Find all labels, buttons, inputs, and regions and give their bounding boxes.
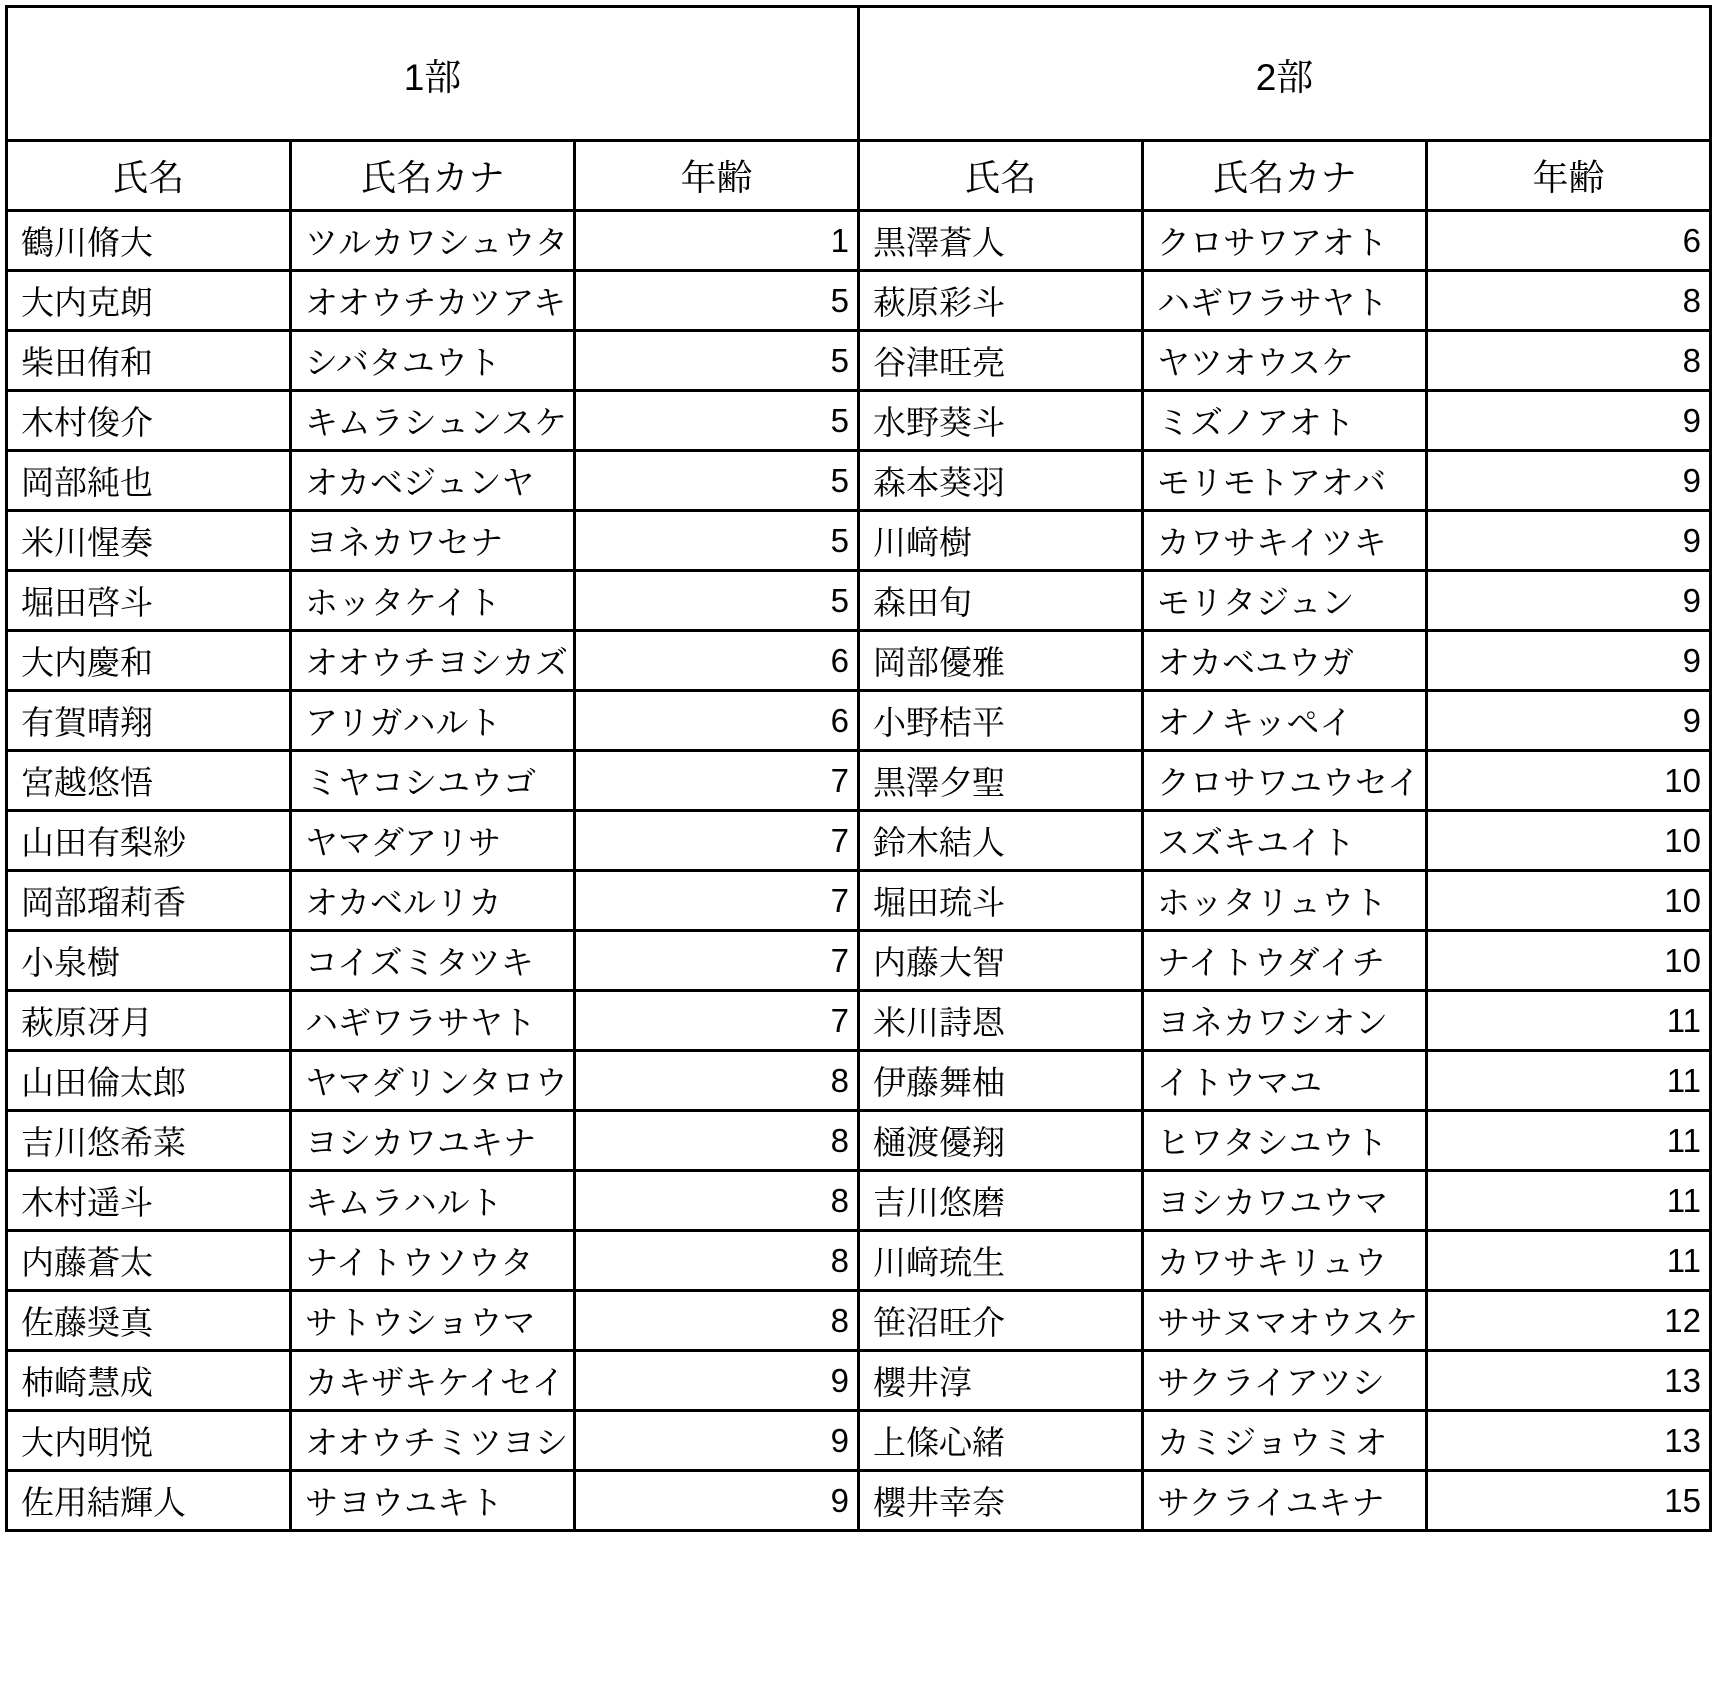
table-row <box>7 751 1711 811</box>
p1-age-cell: 9 <box>575 1351 859 1411</box>
p1-age-cell: 7 <box>575 751 859 811</box>
p1-age-cell: 8 <box>575 1111 859 1171</box>
table-row <box>7 211 1711 271</box>
p2-name-header: 氏名 <box>859 141 1143 211</box>
p1-name-cell: 佐用結輝人 <box>7 1471 291 1531</box>
p1-age-cell: 6 <box>575 691 859 751</box>
p2-kana-cell: オカベユウガ <box>1143 631 1427 691</box>
p2-kana-cell: モリタジュン <box>1143 571 1427 631</box>
p2-name-cell: 水野葵斗 <box>859 391 1143 451</box>
p2-name-cell: 伊藤舞柚 <box>859 1051 1143 1111</box>
p2-age-cell: 11 <box>1427 1171 1711 1231</box>
p1-kana-cell: アリガハルト <box>291 691 575 751</box>
table-row <box>7 571 1711 631</box>
table-row <box>7 391 1711 451</box>
table-row <box>7 331 1711 391</box>
p2-age-cell: 9 <box>1427 691 1711 751</box>
table-row <box>7 1171 1711 1231</box>
p1-name-cell: 岡部瑠莉香 <box>7 871 291 931</box>
p2-kana-cell: カワサキイツキ <box>1143 511 1427 571</box>
p2-age-cell: 10 <box>1427 751 1711 811</box>
p1-name-cell: 鶴川脩大 <box>7 211 291 271</box>
p2-kana-cell: ナイトウダイチ <box>1143 931 1427 991</box>
p2-age-cell: 8 <box>1427 271 1711 331</box>
table-body <box>7 211 1711 1531</box>
p2-name-cell: 森田旬 <box>859 571 1143 631</box>
p1-age-cell: 6 <box>575 631 859 691</box>
p2-name-cell: 吉川悠磨 <box>859 1171 1143 1231</box>
p1-name-cell: 大内慶和 <box>7 631 291 691</box>
p1-name-cell: 有賀晴翔 <box>7 691 291 751</box>
p1-age-header: 年齢 <box>575 141 859 211</box>
p1-name-cell: 堀田啓斗 <box>7 571 291 631</box>
table-row <box>7 1111 1711 1171</box>
p1-age-cell: 8 <box>575 1231 859 1291</box>
column-header-row <box>7 141 1711 211</box>
p1-name-cell: 宮越悠悟 <box>7 751 291 811</box>
p2-age-cell: 9 <box>1427 391 1711 451</box>
p1-kana-header: 氏名カナ <box>291 141 575 211</box>
p2-kana-cell: ヨネカワシオン <box>1143 991 1427 1051</box>
p2-age-cell: 11 <box>1427 1051 1711 1111</box>
p2-kana-cell: サクライアツシ <box>1143 1351 1427 1411</box>
p2-age-cell: 9 <box>1427 631 1711 691</box>
p2-age-cell: 13 <box>1427 1411 1711 1471</box>
roster-table <box>5 5 1712 1532</box>
p2-age-cell: 15 <box>1427 1471 1711 1531</box>
p2-name-cell: 櫻井淳 <box>859 1351 1143 1411</box>
p1-age-cell: 7 <box>575 811 859 871</box>
p1-age-cell: 9 <box>575 1411 859 1471</box>
p2-name-cell: 笹沼旺介 <box>859 1291 1143 1351</box>
p1-kana-cell: オカベルリカ <box>291 871 575 931</box>
table-row <box>7 1291 1711 1351</box>
p2-kana-cell: ミズノアオト <box>1143 391 1427 451</box>
p2-kana-cell: ササヌマオウスケ <box>1143 1291 1427 1351</box>
p2-age-cell: 10 <box>1427 871 1711 931</box>
p2-age-cell: 6 <box>1427 211 1711 271</box>
p2-name-cell: 内藤大智 <box>859 931 1143 991</box>
p1-age-cell: 8 <box>575 1171 859 1231</box>
p2-name-cell: 鈴木結人 <box>859 811 1143 871</box>
p1-name-cell: 米川惺奏 <box>7 511 291 571</box>
table-row <box>7 1351 1711 1411</box>
p1-kana-cell: オカベジュンヤ <box>291 451 575 511</box>
p2-age-cell: 9 <box>1427 511 1711 571</box>
p1-kana-cell: オオウチミツヨシ <box>291 1411 575 1471</box>
table-row <box>7 931 1711 991</box>
p1-age-cell: 5 <box>575 391 859 451</box>
p1-kana-cell: キムラシュンスケ <box>291 391 575 451</box>
p1-kana-cell: ハギワラサヤト <box>291 991 575 1051</box>
p1-age-cell: 9 <box>575 1471 859 1531</box>
p1-age-cell: 5 <box>575 451 859 511</box>
p1-age-cell: 7 <box>575 931 859 991</box>
p1-kana-cell: オオウチヨシカズ <box>291 631 575 691</box>
p2-name-cell: 川﨑樹 <box>859 511 1143 571</box>
p2-kana-cell: ハギワラサヤト <box>1143 271 1427 331</box>
p1-name-cell: 木村俊介 <box>7 391 291 451</box>
p2-name-cell: 谷津旺亮 <box>859 331 1143 391</box>
p1-name-cell: 小泉樹 <box>7 931 291 991</box>
table-row <box>7 271 1711 331</box>
p2-kana-cell: クロサワアオト <box>1143 211 1427 271</box>
p1-name-cell: 萩原冴月 <box>7 991 291 1051</box>
table-row <box>7 631 1711 691</box>
p2-age-cell: 11 <box>1427 991 1711 1051</box>
p1-kana-cell: ホッタケイト <box>291 571 575 631</box>
p2-kana-cell: スズキユイト <box>1143 811 1427 871</box>
p1-kana-cell: ヤマダリンタロウ <box>291 1051 575 1111</box>
table-row <box>7 991 1711 1051</box>
p1-name-cell: 山田有梨紗 <box>7 811 291 871</box>
p1-age-cell: 5 <box>575 511 859 571</box>
group-header-part1: 1部 <box>7 7 859 141</box>
p2-kana-cell: カワサキリュウ <box>1143 1231 1427 1291</box>
p1-name-cell: 大内明悦 <box>7 1411 291 1471</box>
p1-kana-cell: ツルカワシュウタ <box>291 211 575 271</box>
p2-kana-cell: サクライユキナ <box>1143 1471 1427 1531</box>
group-header-part2: 2部 <box>859 7 1711 141</box>
p2-kana-cell: ヤツオウスケ <box>1143 331 1427 391</box>
table-row <box>7 451 1711 511</box>
p1-kana-cell: ヨシカワユキナ <box>291 1111 575 1171</box>
p2-kana-header: 氏名カナ <box>1143 141 1427 211</box>
p2-name-cell: 黒澤蒼人 <box>859 211 1143 271</box>
p1-kana-cell: ミヤコシユウゴ <box>291 751 575 811</box>
p1-age-cell: 7 <box>575 871 859 931</box>
p1-kana-cell: キムラハルト <box>291 1171 575 1231</box>
p2-kana-cell: ヒワタシユウト <box>1143 1111 1427 1171</box>
p1-kana-cell: サヨウユキト <box>291 1471 575 1531</box>
p1-kana-cell: コイズミタツキ <box>291 931 575 991</box>
p1-name-cell: 山田倫太郎 <box>7 1051 291 1111</box>
p2-kana-cell: カミジョウミオ <box>1143 1411 1427 1471</box>
p1-kana-cell: ヤマダアリサ <box>291 811 575 871</box>
p2-age-cell: 13 <box>1427 1351 1711 1411</box>
p1-age-cell: 5 <box>575 571 859 631</box>
p1-name-cell: 柿崎慧成 <box>7 1351 291 1411</box>
table-row <box>7 1231 1711 1291</box>
p2-kana-cell: オノキッペイ <box>1143 691 1427 751</box>
p2-age-cell: 10 <box>1427 811 1711 871</box>
p2-name-cell: 米川詩恩 <box>859 991 1143 1051</box>
p2-name-cell: 櫻井幸奈 <box>859 1471 1143 1531</box>
p1-kana-cell: シバタユウト <box>291 331 575 391</box>
table-row <box>7 1411 1711 1471</box>
p2-kana-cell: ヨシカワユウマ <box>1143 1171 1427 1231</box>
p1-name-header: 氏名 <box>7 141 291 211</box>
p2-kana-cell: モリモトアオバ <box>1143 451 1427 511</box>
p1-name-cell: 佐藤奨真 <box>7 1291 291 1351</box>
p2-kana-cell: イトウマユ <box>1143 1051 1427 1111</box>
p1-name-cell: 岡部純也 <box>7 451 291 511</box>
p2-age-cell: 9 <box>1427 451 1711 511</box>
p2-name-cell: 上條心緒 <box>859 1411 1143 1471</box>
p2-name-cell: 川﨑琉生 <box>859 1231 1143 1291</box>
p2-age-cell: 11 <box>1427 1111 1711 1171</box>
p1-name-cell: 内藤蒼太 <box>7 1231 291 1291</box>
p1-name-cell: 木村遥斗 <box>7 1171 291 1231</box>
p2-name-cell: 黒澤夕聖 <box>859 751 1143 811</box>
p1-name-cell: 大内克朗 <box>7 271 291 331</box>
p2-name-cell: 萩原彩斗 <box>859 271 1143 331</box>
p1-kana-cell: ナイトウソウタ <box>291 1231 575 1291</box>
p2-name-cell: 樋渡優翔 <box>859 1111 1143 1171</box>
p1-age-cell: 8 <box>575 1291 859 1351</box>
p1-name-cell: 吉川悠希菜 <box>7 1111 291 1171</box>
p1-kana-cell: オオウチカツアキ <box>291 271 575 331</box>
table-row <box>7 871 1711 931</box>
p1-age-cell: 8 <box>575 1051 859 1111</box>
p2-age-cell: 11 <box>1427 1231 1711 1291</box>
p2-age-cell: 9 <box>1427 571 1711 631</box>
p1-name-cell: 柴田侑和 <box>7 331 291 391</box>
p2-age-header: 年齢 <box>1427 141 1711 211</box>
table-row <box>7 691 1711 751</box>
table-row <box>7 1051 1711 1111</box>
p1-age-cell: 1 <box>575 211 859 271</box>
group-header-row <box>7 7 1711 141</box>
p2-name-cell: 岡部優雅 <box>859 631 1143 691</box>
p1-age-cell: 5 <box>575 271 859 331</box>
table-row <box>7 1471 1711 1531</box>
p2-age-cell: 12 <box>1427 1291 1711 1351</box>
p1-kana-cell: ヨネカワセナ <box>291 511 575 571</box>
table-row <box>7 811 1711 871</box>
p2-kana-cell: クロサワユウセイ <box>1143 751 1427 811</box>
p2-age-cell: 8 <box>1427 331 1711 391</box>
p1-kana-cell: サトウショウマ <box>291 1291 575 1351</box>
table-row <box>7 511 1711 571</box>
p1-age-cell: 7 <box>575 991 859 1051</box>
p2-name-cell: 堀田琉斗 <box>859 871 1143 931</box>
p2-name-cell: 小野桔平 <box>859 691 1143 751</box>
p2-kana-cell: ホッタリュウト <box>1143 871 1427 931</box>
p2-age-cell: 10 <box>1427 931 1711 991</box>
p1-age-cell: 5 <box>575 331 859 391</box>
p2-name-cell: 森本葵羽 <box>859 451 1143 511</box>
p1-kana-cell: カキザキケイセイ <box>291 1351 575 1411</box>
